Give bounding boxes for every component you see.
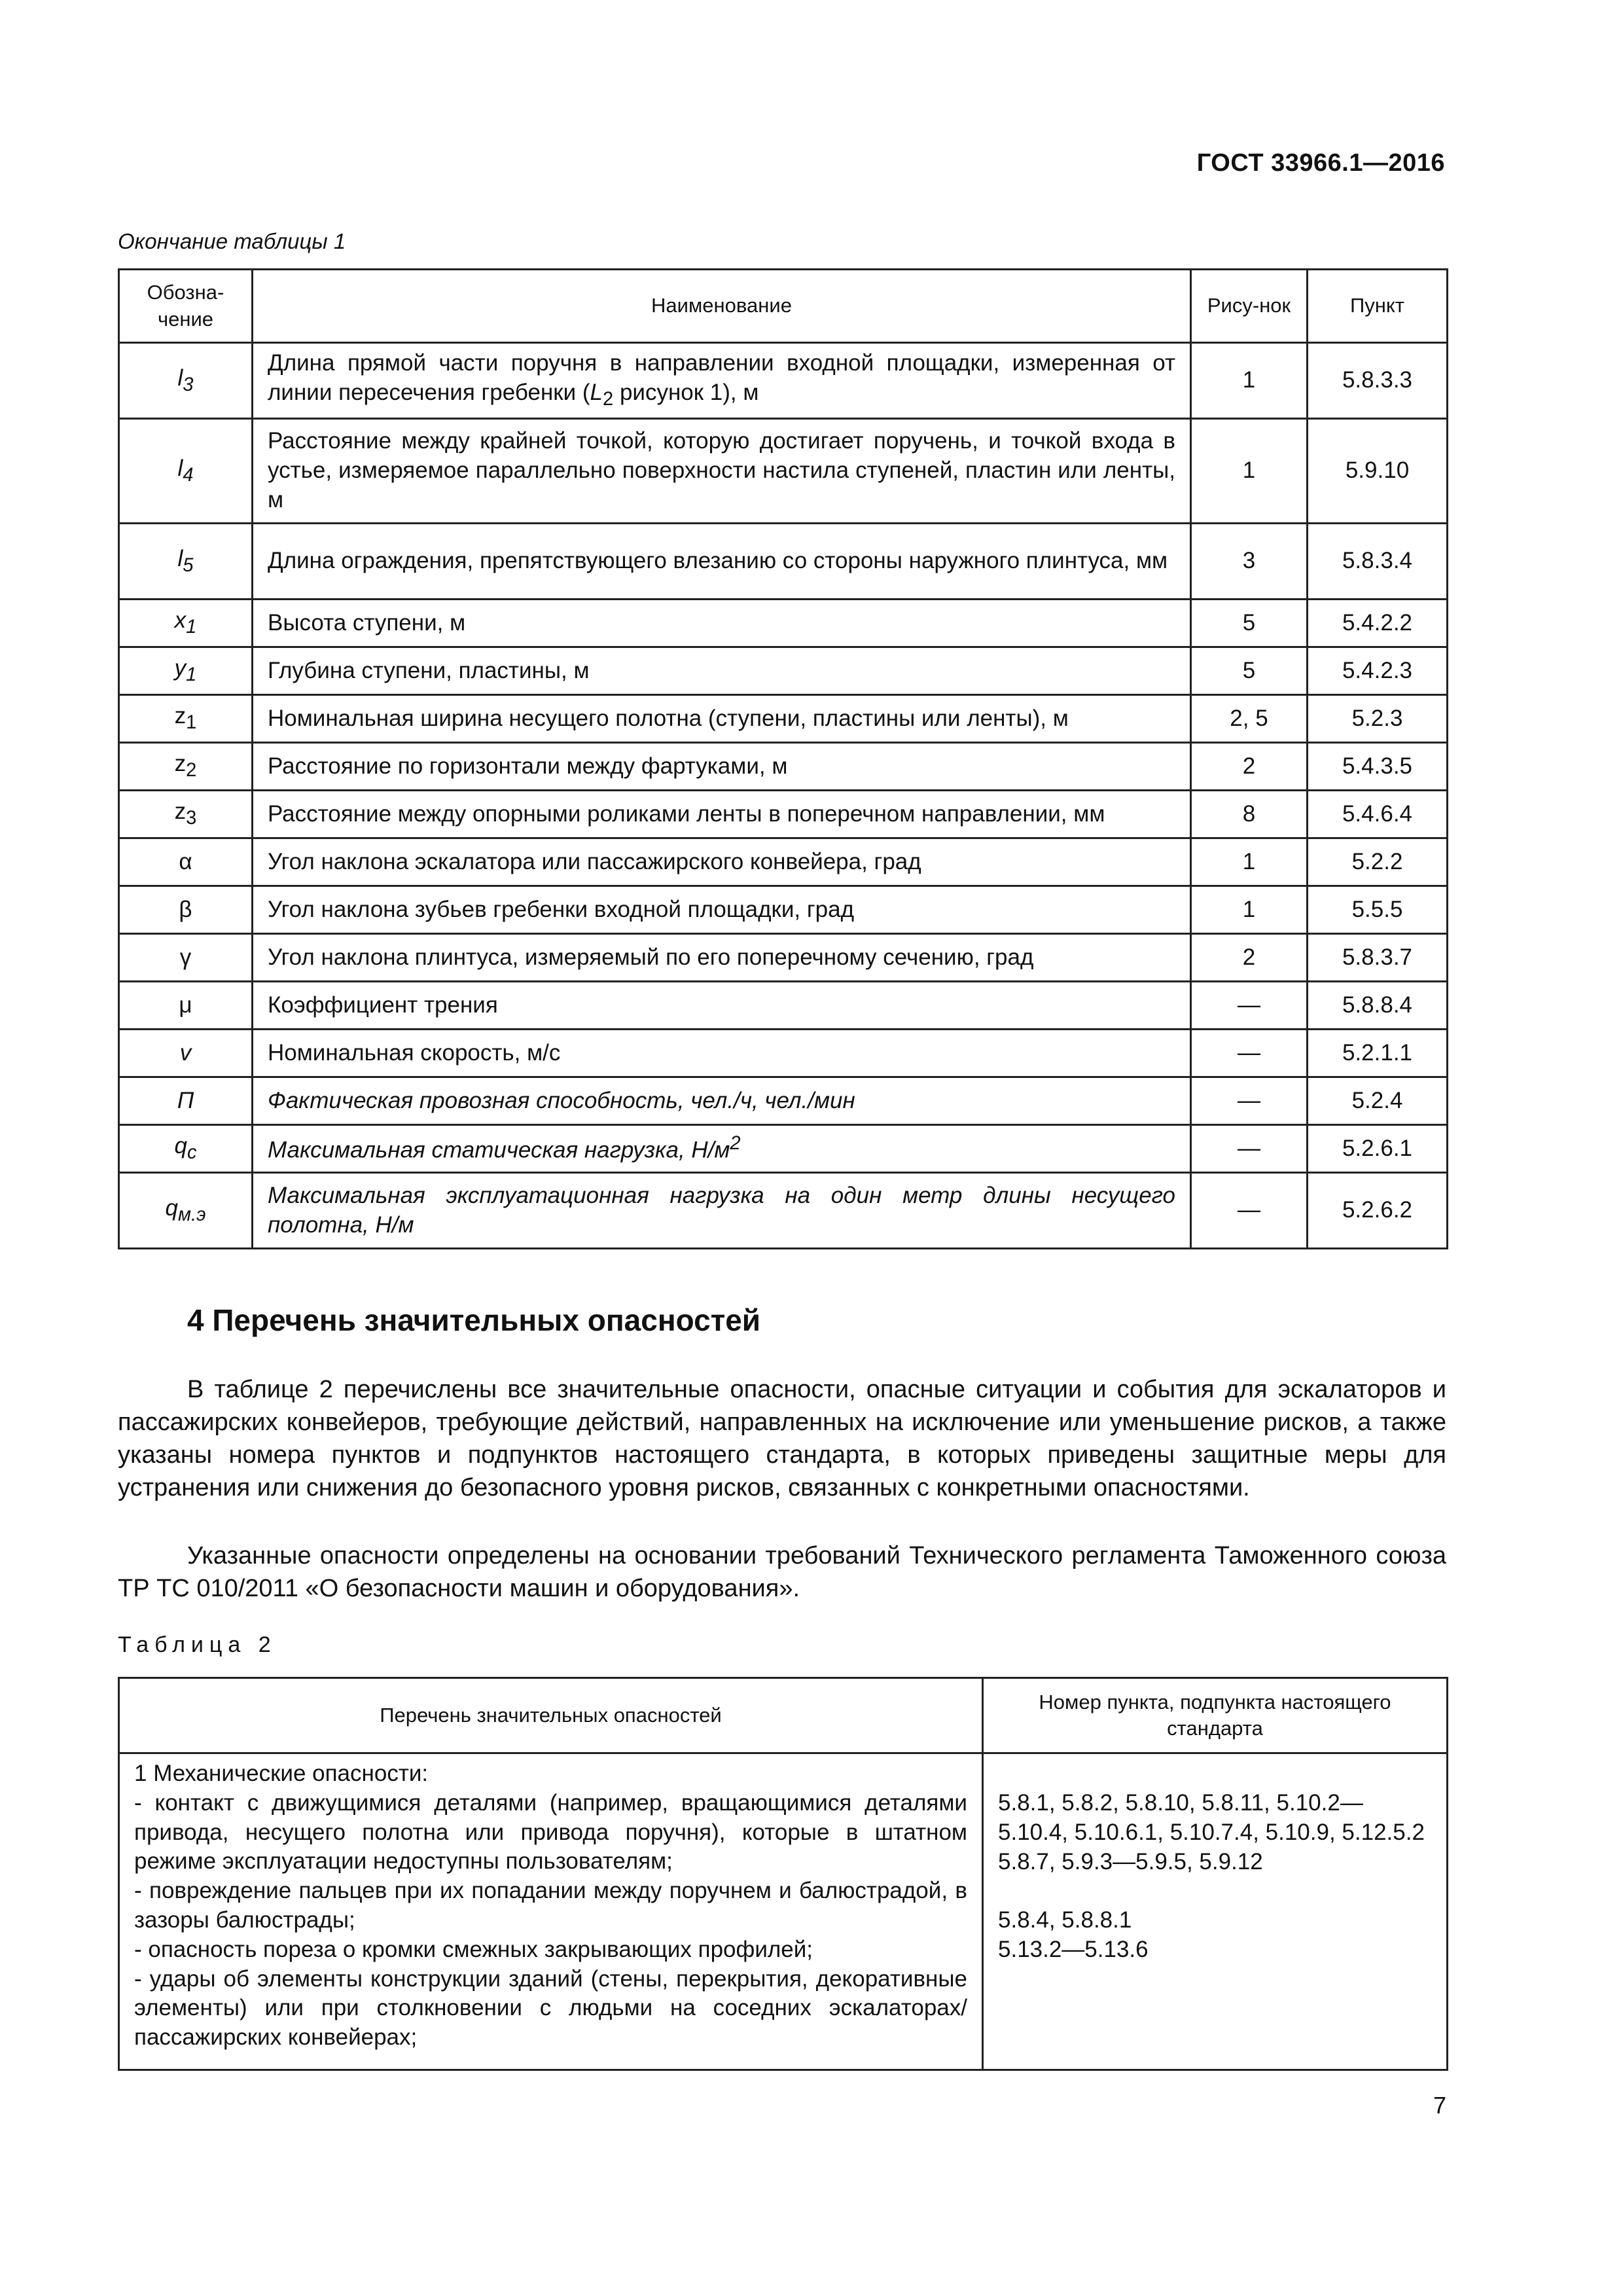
figure-cell: — xyxy=(1191,1030,1308,1077)
clause-cell: 5.8.3.3 xyxy=(1308,343,1448,419)
table-row xyxy=(119,791,1448,838)
name-cell: Номинальная ширина несущего полотна (ступени, пластины или ленты), м xyxy=(253,695,1191,743)
table-2-header xyxy=(119,1678,1448,1753)
clause-cell: 5.2.6.2 xyxy=(1308,1173,1448,1249)
table-row xyxy=(119,1173,1448,1249)
symbol-cell: β xyxy=(119,886,253,934)
table-1 xyxy=(118,268,1448,1249)
figure-cell: 5 xyxy=(1191,600,1308,647)
name-cell: Угол наклона эскалатора или пассажирского конвейера, град xyxy=(253,838,1191,886)
table-row xyxy=(119,1077,1448,1125)
hazard-line: 1 Механические опасности: xyxy=(134,1761,429,1786)
clause-line: 5.13.2—5.13.6 xyxy=(998,1937,1149,1963)
figure-cell: 1 xyxy=(1191,886,1308,934)
clause-cell: 5.4.6.4 xyxy=(1308,791,1448,838)
name-cell: Угол наклона плинтуса, измеряемый по его поперечному сечению, град xyxy=(253,934,1191,982)
table-continuation-label: Окончание таблицы 1 xyxy=(118,229,346,253)
symbol-cell: $l_5$ xyxy=(119,524,253,600)
symbol-cell: $y_1$ xyxy=(119,647,253,695)
table-2 xyxy=(118,1677,1448,2071)
hazard-line: - контакт с движущимися деталями (например, вращающимися деталями привода, несущего полотна или привода поручня), которые в штатном режиме эксплуатации недоступны пользователям; xyxy=(134,1789,967,1874)
clause-cell: 5.9.10 xyxy=(1308,419,1448,524)
paragraph: В таблице 2 перечислены все значительные опасности, опасные ситуации и события для эскалаторов и пассажирских конвейеров, требующие действий, направленных на исключение или уменьшение рисков, а также указаны номера пунктов и подпунктов настоящего стандарта, в которых приведены защитные меры для устранения или снижения до безопасного уровня рисков, связанных с конкретными опасностями. xyxy=(118,1376,1446,1501)
clause-cell: 5.4.2.2 xyxy=(1308,600,1448,647)
name-cell: Номинальная скорость, м/с xyxy=(253,1030,1191,1077)
symbol-cell: $q_с$ xyxy=(119,1125,253,1173)
clauses-cell xyxy=(983,1753,1448,2070)
name-cell: Фактическая провозная способность, чел./ч, чел./мин xyxy=(253,1077,1191,1125)
clause-cell: 5.8.3.4 xyxy=(1308,524,1448,600)
clause-cell: 5.4.2.3 xyxy=(1308,647,1448,695)
name-cell: Угол наклона зубьев гребенки входной площадки, град xyxy=(253,886,1191,934)
hazard-line: - повреждение пальцев при их попадании между поручнем и балюстрадой, в зазоры балюстрады; xyxy=(134,1878,967,1933)
clause-cell: 5.2.2 xyxy=(1308,838,1448,886)
symbol-cell: $z_3$ xyxy=(119,791,253,838)
hazard-line: - опасность пореза о кромки смежных закрывающих профилей; xyxy=(134,1936,813,1962)
header-hazards: Перечень значительных опасностей xyxy=(119,1678,983,1753)
figure-cell: 8 xyxy=(1191,791,1308,838)
table-caption: Таблица 2 xyxy=(118,1632,277,1657)
header-figure: Рису-нок xyxy=(1191,270,1308,343)
table-row xyxy=(119,600,1448,647)
table-row xyxy=(119,982,1448,1030)
paragraph: Указанные опасности определены на основании требований Технического регламента Таможенного союза ТР ТС 010/2011 «О безопасности машин и оборудования». xyxy=(118,1542,1446,1602)
header-clause: Пункт xyxy=(1308,270,1448,343)
name-cell: Расстояние между опорными роликами ленты в поперечном направлении, мм xyxy=(253,791,1191,838)
clause-cell: 5.4.3.5 xyxy=(1308,743,1448,791)
table-row xyxy=(119,934,1448,982)
figure-cell: — xyxy=(1191,1077,1308,1125)
symbol-cell: $z_1$ xyxy=(119,695,253,743)
figure-cell: 2 xyxy=(1191,934,1308,982)
table-row xyxy=(119,886,1448,934)
clause-line: 5.8.7, 5.9.3—5.9.5, 5.9.12 xyxy=(998,1848,1263,1874)
symbol-cell: v xyxy=(119,1030,253,1077)
table-row xyxy=(119,838,1448,886)
figure-cell: — xyxy=(1191,1125,1308,1173)
header-symbol: Обозна-чение xyxy=(119,270,253,343)
name-cell: Расстояние между крайней точкой, которую достигает поручень, и точкой входа в устье, измеряемое параллельно поверхности настила ступеней, пластин или ленты, м xyxy=(253,419,1191,524)
name-cell: Расстояние по горизонтали между фартуками, м xyxy=(253,743,1191,791)
table-row xyxy=(119,1125,1448,1173)
table-1-header xyxy=(119,270,1448,343)
symbol-cell: γ xyxy=(119,934,253,982)
clause-cell: 5.2.4 xyxy=(1308,1077,1448,1125)
name-cell: Высота ступени, м xyxy=(253,600,1191,647)
clause-line: 5.8.1, 5.8.2, 5.8.10, 5.8.11, 5.10.2—5.10.4, 5.10.6.1, 5.10.7.4, 5.10.9, 5.12.5.2 xyxy=(998,1790,1425,1845)
symbol-cell: П xyxy=(119,1077,253,1125)
name-cell: Глубина ступени, пластины, м xyxy=(253,647,1191,695)
symbol-cell: $x_1$ xyxy=(119,600,253,647)
figure-cell: — xyxy=(1191,1173,1308,1249)
figure-cell: 3 xyxy=(1191,524,1308,600)
table-row xyxy=(119,1753,1448,2070)
clause-cell: 5.8.3.7 xyxy=(1308,934,1448,982)
clause-cell: 5.2.1.1 xyxy=(1308,1030,1448,1077)
header-clauses: Номер пункта, подпункта настоящего стандарта xyxy=(983,1678,1448,1753)
name-cell: Длина ограждения, препятствующего влезанию со стороны наружного плинтуса, мм xyxy=(253,524,1191,600)
document-code: ГОСТ 33966.1—2016 xyxy=(1196,149,1445,177)
figure-cell: 2, 5 xyxy=(1191,695,1308,743)
symbol-cell: $z_2$ xyxy=(119,743,253,791)
table-row xyxy=(119,743,1448,791)
symbol-cell: $q_{м.э}$ xyxy=(119,1173,253,1249)
clause-cell: 5.2.3 xyxy=(1308,695,1448,743)
page-number: 7 xyxy=(1433,2092,1446,2119)
symbol-cell: $l_4$ xyxy=(119,419,253,524)
hazard-line: - удары об элементы конструкции зданий (стены, перекрытия, декоративные элементы) или при столкновении с людьми на соседних эскалаторах/пассажирских конвейерах; xyxy=(134,1965,967,2051)
figure-cell: 1 xyxy=(1191,343,1308,419)
table-row xyxy=(119,419,1448,524)
table-row xyxy=(119,524,1448,600)
figure-cell: 2 xyxy=(1191,743,1308,791)
symbol-cell: α xyxy=(119,838,253,886)
name-cell: Коэффициент трения xyxy=(253,982,1191,1030)
name-cell: Максимальная эксплуатационная нагрузка на один метр длины несущего полотна, Н/м xyxy=(253,1173,1191,1249)
name-cell: Максимальная статическая нагрузка, $Н/м^2$ xyxy=(253,1125,1191,1173)
figure-cell: — xyxy=(1191,982,1308,1030)
symbol-cell: $l_3$ xyxy=(119,343,253,419)
table-row xyxy=(119,695,1448,743)
clause-cell: 5.2.6.1 xyxy=(1308,1125,1448,1173)
hazards-cell xyxy=(119,1753,983,2070)
section-title: 4 Перечень значительных опасностей xyxy=(187,1303,761,1337)
clause-cell: 5.8.8.4 xyxy=(1308,982,1448,1030)
header-name: Наименование xyxy=(253,270,1191,343)
symbol-cell: μ xyxy=(119,982,253,1030)
table-row xyxy=(119,343,1448,419)
table-row xyxy=(119,647,1448,695)
clause-line: 5.8.4, 5.8.8.1 xyxy=(998,1907,1132,1933)
name-cell: Длина прямой части поручня в направлении входной площадки, измеренная от линии пересечения гребенки ($L_2$ рисунок 1), м xyxy=(253,343,1191,419)
figure-cell: 1 xyxy=(1191,419,1308,524)
figure-cell: 5 xyxy=(1191,647,1308,695)
table-row xyxy=(119,1030,1448,1077)
figure-cell: 1 xyxy=(1191,838,1308,886)
clause-cell: 5.5.5 xyxy=(1308,886,1448,934)
